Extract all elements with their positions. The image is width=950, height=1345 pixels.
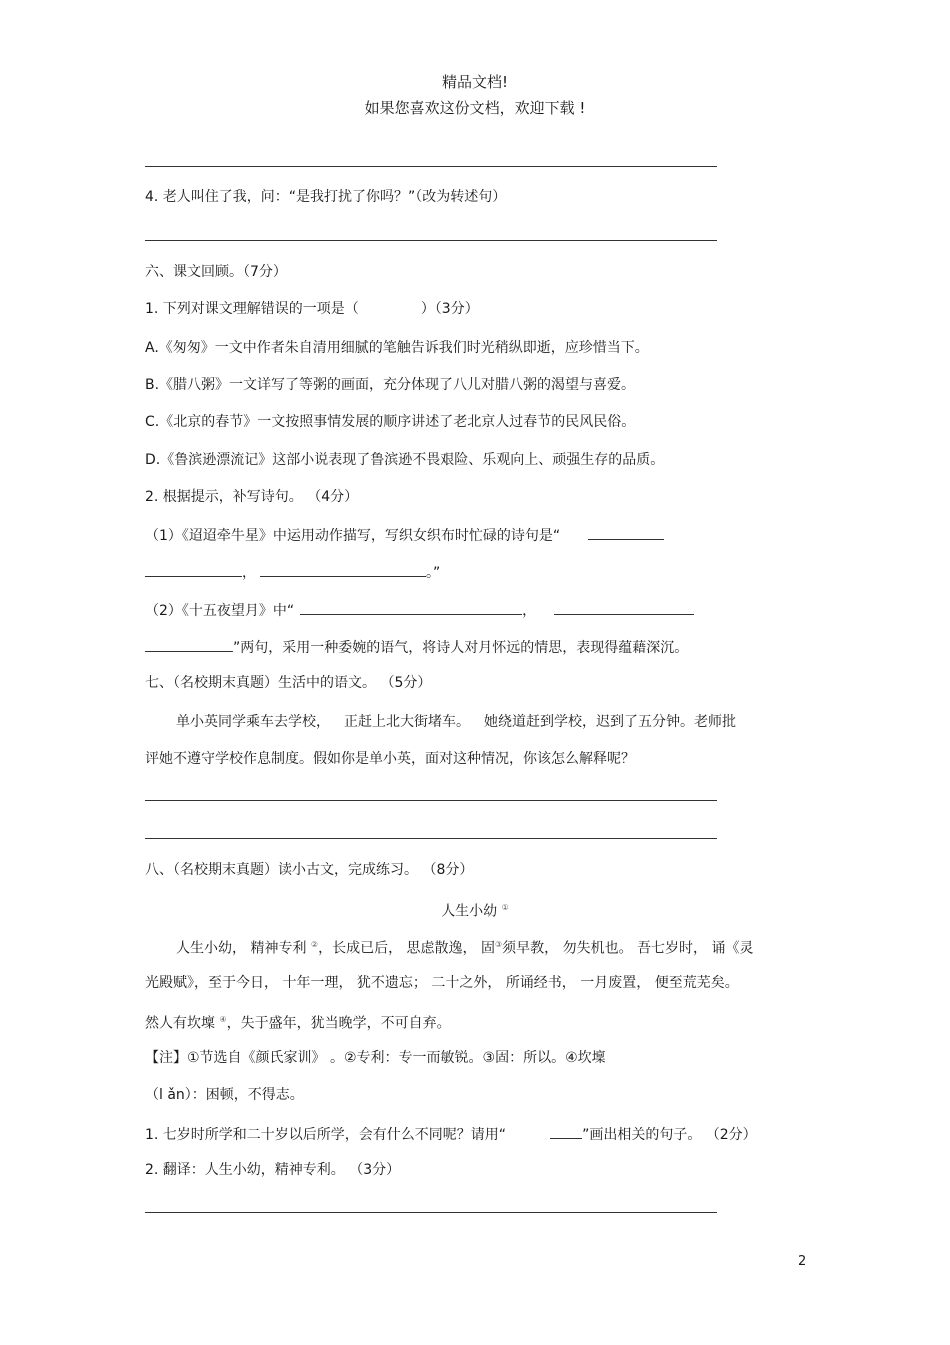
page-number: 2	[798, 1254, 807, 1269]
s6-question-2: 2. 根据提示，补写诗句。 （4分）	[145, 489, 359, 505]
answer-line	[145, 1212, 717, 1213]
answer-line	[145, 800, 717, 801]
text: 光殿赋》，至于今日，	[145, 975, 278, 991]
option-d: D.《鲁滨逊漂流记》这部小说表现了鲁滨逊不畏艰险、乐观向上、顽强生存的品质。	[145, 452, 665, 468]
text: 精神专利	[250, 940, 307, 957]
footnote-mark: ②	[310, 940, 319, 949]
s6-q2-part1-text: （1）《迢迢牵牛星》中运用动作描写，写织女织布时忙碌的诗句是“	[145, 528, 561, 544]
s8-question-2: 2. 翻译：人生小幼，精神专利。 （3分）	[145, 1162, 401, 1178]
section-6-title: 六、课文回顾。（7分）	[145, 264, 287, 280]
poem-title	[0, 899, 950, 921]
footnote-mark: ④	[219, 1015, 227, 1024]
s6-q1-stem: 1. 下列对课文理解错误的一项是（	[145, 301, 359, 317]
section-7-title: 七、（名校期末真题）生活中的语文。 （5分）	[145, 675, 432, 691]
answer-line	[145, 166, 717, 167]
text: 然人有坎壈	[145, 1015, 215, 1032]
text: 正赶上北大街堵车。	[344, 714, 470, 730]
notes-line1: 【注】①节选自《颜氏家训》 。②专利：专一而敏锐。③固：所以。④坎壈	[145, 1050, 606, 1066]
s8-question-1	[145, 1124, 757, 1144]
fill-blank	[145, 637, 233, 652]
poem-line2	[145, 974, 739, 992]
text: ，长成已后，	[318, 940, 403, 957]
answer-line	[145, 838, 717, 839]
comma: ，	[242, 565, 256, 581]
s6-q2-part2-rest: ”两句，采用一种委婉的语气，将诗人对月怀远的情思，表现得蕴藉深沉。	[233, 640, 689, 656]
s6-q2-part2	[145, 600, 694, 620]
s6-question-1	[145, 300, 479, 318]
text: 固	[480, 940, 495, 957]
s6-q2-part1	[145, 525, 664, 545]
option-c: C.《北京的春节》一文按照事情发展的顺序讲述了老北京人过春节的民风民俗。	[145, 414, 636, 430]
fill-blank	[550, 1124, 582, 1139]
s6-q2-part2-text: （2）《十五夜望月》中“	[145, 603, 295, 619]
text: 她绕道赶到学校，迟到了五分钟。老师批	[484, 714, 736, 730]
fill-blank	[588, 525, 664, 540]
answer-line	[145, 240, 717, 241]
poem-title-text: 人生小幼	[441, 903, 498, 920]
text: 一月废置，	[580, 975, 651, 991]
text: ，失于盛年，犹当晚学，不可自弃。	[226, 1015, 451, 1032]
text: 须早教，	[502, 940, 559, 957]
text: 二十之外，	[431, 975, 502, 991]
text: 勿失机也。	[562, 940, 633, 957]
option-a: A.《匆匆》一文中作者朱自清用细腻的笔触告诉我们时光稍纵即逝，应珍惜当下。	[145, 340, 649, 356]
text: 单小英同学乘车去学校，	[176, 714, 330, 730]
fill-blank	[554, 600, 694, 615]
footnote-mark: ①	[501, 903, 509, 912]
poem-line3	[145, 1011, 451, 1033]
text: 所诵经书，	[505, 975, 576, 991]
notes-line2: （l ǎn）：困顿，不得志。	[145, 1087, 304, 1103]
text: ”画出相关的句子。 （2分）	[582, 1127, 757, 1143]
s6-q2-part1-cont	[145, 562, 440, 582]
question-4: 4. 老人叫住了我，问：“是我打扰了你吗？”（改为转述句）	[145, 189, 507, 205]
text: 思虑散逸，	[406, 940, 477, 957]
text: 人生小幼，	[176, 940, 246, 957]
s7-paragraph-line1	[176, 713, 736, 731]
section-8-title: 八、（名校期末真题）读小古文，完成练习。 （8分）	[145, 862, 474, 878]
header-subtitle: 如果您喜欢这份文档，欢迎下载 !	[364, 99, 586, 117]
text: 1. 七岁时所学和二十岁以后所学，会有什么不同呢？请用“	[145, 1127, 507, 1143]
fill-blank	[260, 562, 426, 577]
s6-q1-close: ）（3分）	[420, 301, 479, 317]
poem-line1	[176, 936, 754, 958]
s6-q2-part2-cont	[145, 637, 688, 657]
text: 便至荒芜矣。	[654, 975, 739, 991]
fill-blank	[300, 600, 522, 615]
text: 吾七岁时，	[637, 940, 708, 957]
option-b: B.《腊八粥》一文详写了等粥的画面，充分体现了八儿对腊八粥的渴望与喜爱。	[145, 377, 636, 393]
text: 犹不遗忘；	[356, 975, 427, 991]
fill-blank	[145, 562, 242, 577]
text: 十年一理，	[282, 975, 353, 991]
close-quote: 。”	[426, 565, 441, 581]
s7-paragraph-line2: 评她不遵守学校作息制度。假如你是单小英，面对这种情况，你该怎么解释呢？	[145, 751, 635, 767]
text: 诵《灵	[711, 940, 754, 957]
header-title: 精品文档!	[441, 73, 508, 91]
comma: ，	[522, 603, 537, 619]
footnote-mark: ③	[494, 940, 503, 949]
